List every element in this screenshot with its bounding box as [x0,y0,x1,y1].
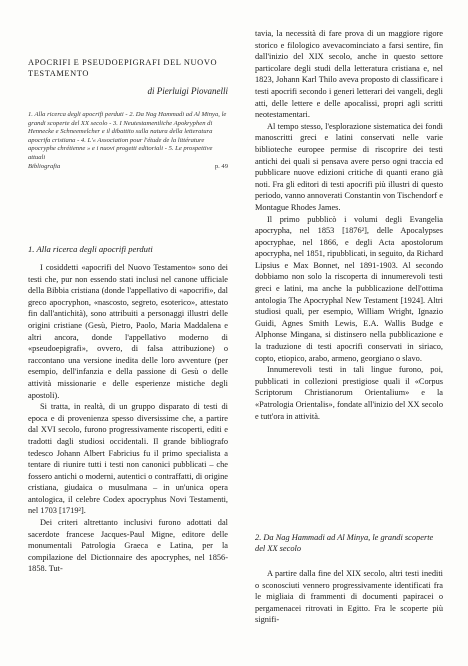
author-line: di Pierluigi Piovanelli [147,86,228,96]
section-2-heading: 2. Da Nag Hammadi ad Al Minya, le grandi scoperte del XX secolo [255,533,434,553]
paragraph: A partire dalla fine del XIX secolo, altri testi inediti o sconosciuti vennero progressivamente identificati fra le migliaia di frammenti di documenti papiracei o pergamenacei ritrovati in Egitto. Fra le scoperte più signifi- [255,569,443,625]
paragraph: tavia, la necessità di fare prova di un maggiore rigore storico e filologico avevacominciato a farsi sentire, fin dall'inizio del XIX secolo, anche in questo settore particolare degli studi della letteratura cristiana e, nel 1823, Johann Karl Thilo aveva proposto di classificare i testi apocrifi secondo i generi letterari dei vangeli, degli atti, delle lettere e delle apocalissi, propri agli scritti neotestamentari. [255,29,443,120]
toc-page-number: p. 49 [214,162,228,170]
toc-text: 1. Alla ricerca degli apocrifi perduti - 2. Da Nag Hammadi ad Al Minya, le grandi scoperte del XX secolo - 3. I Neutestamentliche Apokryphen di Hennecke e Schneemelcher e il dibattito sulla natura della letteratura apocrifa cristiana - 4. L'« Association pour l'étude de la littérature apocryphe chrétienne » e i nuovi progetti editoriali - 5. Le prospettive attuali [28,111,227,161]
section-2-body [255,568,443,626]
paragraph: Dei criteri altrettanto inclusivi furono adottati dal sacerdote francese Jacques-Paul Migne, editore delle monumentali Patrologia Graeca e Latina, per la compilazione del Dictionnaire des apocryphes, nel 1856-1858. Tut- [28,518,228,574]
paragraph: I cosiddetti «apocrifi del Nuovo Testamento» sono dei testi che, pur non essendo stati inclusi nel canone ufficiale della Bibbia cristiana (donde l'appellativo di «apocrifi», dal greco apocryphon, «nascosto, segreto, esoterico», attestato fin dall'antichità), sono attribuiti a personaggi illustri delle origini cristiane (Gesù, Pietro, Paolo, Maria Maddalena e altri ancora, donde l'appellativo moderno di «pseudoepigrafi», ovvero, di falsa attribuzione) o raccontano una versione inedita delle loro avventure (per esempio, dell'infanzia e della passione di Gesù o delle attività missionarie e delle esperienze mistiche degli apostoli). [28,263,228,400]
paragraph: Il primo pubblicò i volumi degli Evangelia apocrypha, nel 1853 [1876²], delle Apocalypses apocryphae, nel 1866, e degli Acta apostolorum apocrypha, nel 1851, ripubblicati, in seguito, da Richard Lipsius e Max Bonnet, nel 1891-1903. Al secondo dobbiamo non solo la riscoperta di innumerevoli testi greci e latini, ma anche la pubblicazione dell'ottima antologia The Apocryphal New Testament [1924]. Altri studiosi quali, per esempio, William Wright, Ignazio Guidi, Agnes Smith Lewis, E.A. Wallis Budge e Alphonse Mingana, si distinsero nella pubblicazione e la traduzione di testi apocrifi conservati in siriaco, copto, etiopico, arabo, armeno, georgiano o slavo. [255,214,443,363]
paragraph: Si tratta, in realtà, di un gruppo disparato di testi di epoca e di provenienza spesso diversissime che, a partire dal XVI secolo, furono progressivamente riscoperti, editi e tradotti dagli studiosi occidentali. Il grande bibliografo tedesco Johann Albert Fabricius fu il primo specialista a tentare di riunire tutti i testi non canonici pubblicati – che fossero antichi o moderni, autentici o contraffatti, di origine cristiana, giudaica o musulmana – in un'unica opera antologica, il celebre Codex apocryphus Novi Testamenti, nel 1703 [1719²]. [28,402,228,516]
toc-bibliografia: Bibliografia [28,162,61,170]
right-column-body [255,28,443,422]
chapter-title: APOCRIFI E PSEUDOEPIGRAFI DEL NUOVO TESTAMENTO [28,58,218,78]
chapter-contents [28,111,228,171]
section-1-heading: 1. Alla ricerca degli apocrifi perduti [28,244,153,254]
paragraph: Al tempo stesso, l'esplorazione sistematica dei fondi manoscritti greci e latini conservati nelle varie biblioteche europee permise di riscoprire dei testi antichi dei quali si pensava avere perso ogni traccia ed pubblicare nuove edizioni critiche di quanti erano già noti. Fra gli editori di testi apocrifi più illustri di questo periodo, vanno annoverati Constantin von Tischendorf e Montague Rhodes James. [255,121,443,212]
left-column-body [28,262,228,575]
paragraph: Innumerevoli testi in tali lingue furono, poi, pubblicati in collezioni prestigiose quali il «Corpus Scriptorum Christianorum Orientalium» e la «Patrologia Orientalis», fondate all'inizio del XX secolo e tutt'ora in attività. [255,365,443,421]
